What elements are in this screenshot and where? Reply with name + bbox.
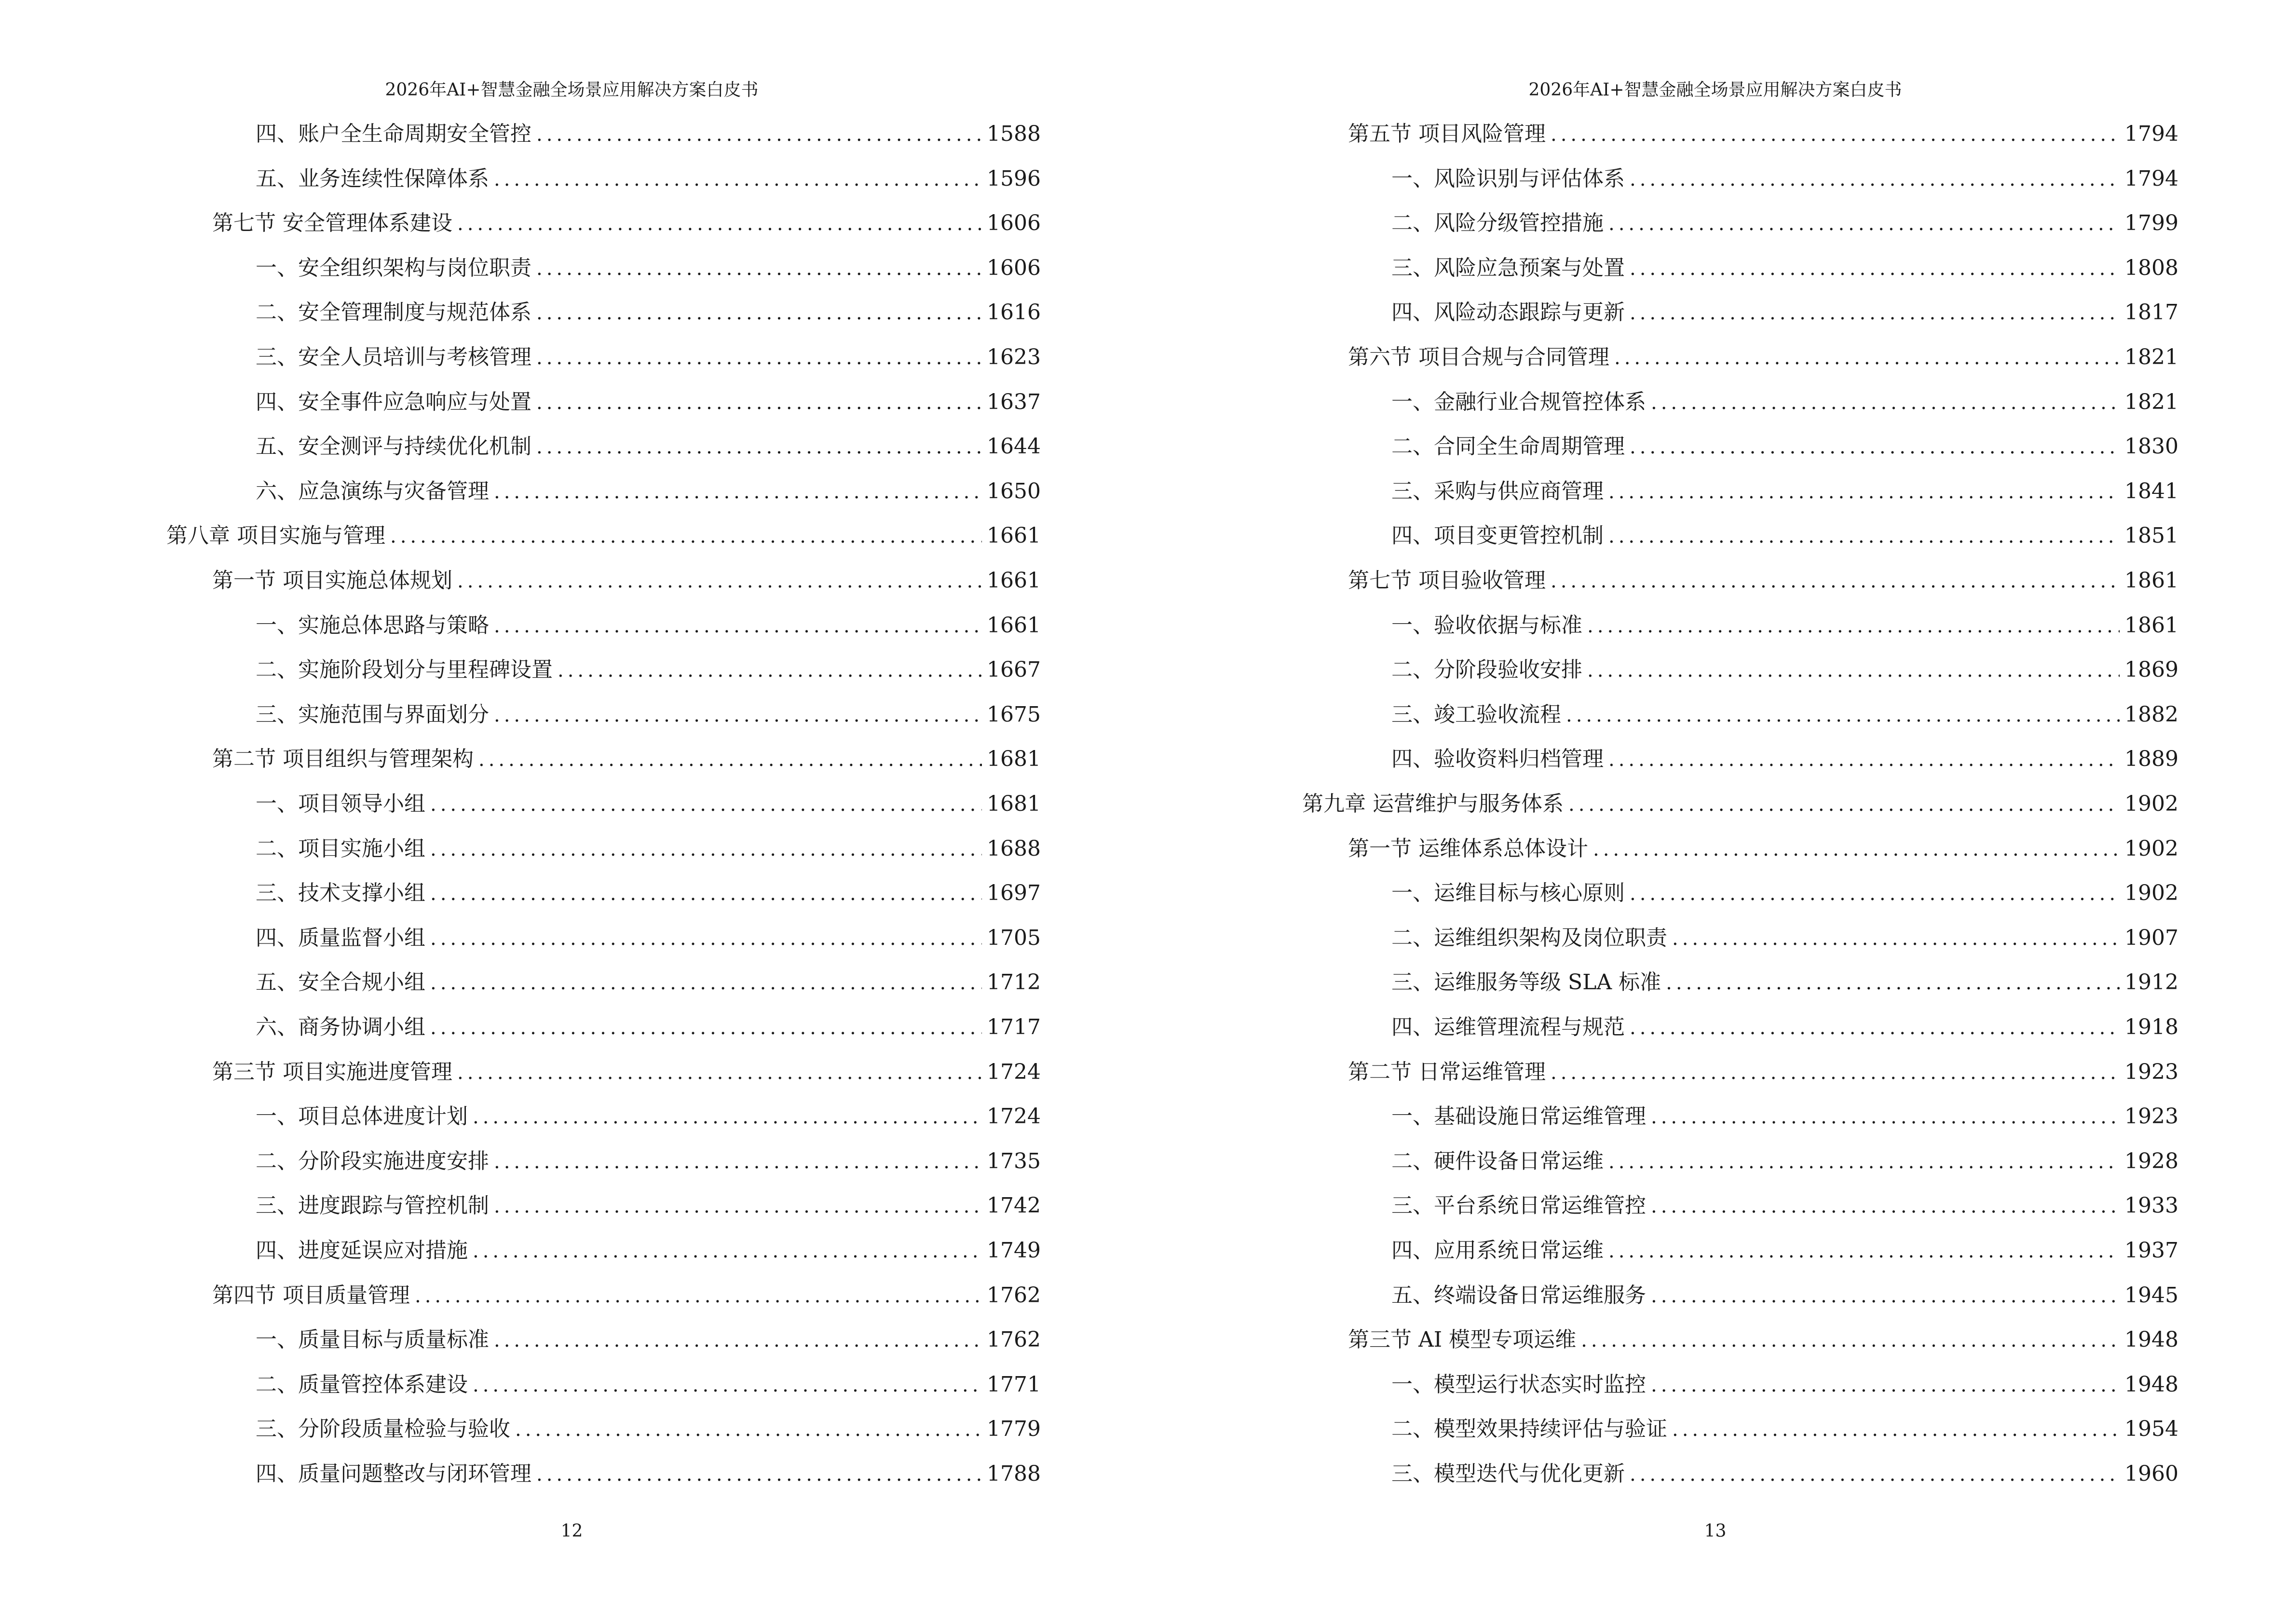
dot-leader [1630, 164, 2120, 195]
dot-leader [430, 834, 982, 865]
toc-entry-title: 四、质量监督小组 [256, 925, 425, 950]
toc-entry-page-number: 1954 [2124, 1417, 2178, 1442]
dot-leader [473, 1102, 982, 1133]
dot-leader [1551, 1057, 2120, 1088]
toc-entry-title: 四、安全事件应急响应与处置 [256, 389, 531, 414]
toc-entry-page-number: 1902 [2124, 836, 2178, 861]
toc-entry[interactable] [1391, 967, 2178, 998]
toc-entry-title: 五、业务连续性保障体系 [256, 166, 489, 191]
toc-entry-title: 一、金融行业合规管控体系 [1391, 389, 1646, 414]
dot-leader [536, 298, 982, 328]
toc-entry-page-number: 1697 [987, 881, 1041, 906]
toc-entry-title: 四、运维管理流程与规范 [1391, 1015, 1625, 1039]
dot-leader [494, 1325, 982, 1356]
toc-entry[interactable] [256, 1012, 1041, 1043]
toc-entry-title: 第四节 项目质量管理 [212, 1283, 410, 1308]
toc-entry[interactable] [1391, 1369, 2178, 1400]
toc-entry-title: 四、质量问题整改与闭环管理 [256, 1461, 531, 1486]
toc-entry[interactable] [1348, 1057, 2178, 1088]
toc-entry-title: 第二节 日常运维管理 [1348, 1059, 1546, 1084]
dot-leader [1551, 566, 2120, 597]
toc-entry-page-number: 1705 [987, 925, 1041, 950]
dot-leader [1672, 1414, 2120, 1445]
toc-entry[interactable] [1391, 520, 2178, 551]
dot-leader [1630, 253, 2120, 284]
toc-entry-page-number: 1817 [2124, 300, 2178, 325]
toc-entry-page-number: 1948 [2124, 1327, 2178, 1352]
toc-entry-page-number: 1882 [2124, 702, 2178, 727]
toc-entry-title: 第六节 项目合规与合同管理 [1348, 345, 1609, 369]
dot-leader [1651, 387, 2120, 418]
toc-entry-title: 三、进度跟踪与管控机制 [256, 1193, 489, 1218]
toc-entry-page-number: 1637 [987, 389, 1041, 414]
toc-entry[interactable] [1391, 431, 2178, 462]
toc-entry[interactable] [256, 923, 1041, 954]
toc-entry[interactable] [1391, 297, 2178, 328]
toc-entry[interactable] [1391, 878, 2178, 909]
toc-entry-title: 二、运维组织架构及岗位职责 [1391, 925, 1667, 950]
toc-entry-page-number: 1735 [987, 1148, 1041, 1174]
toc-entry[interactable] [1391, 387, 2178, 418]
toc-entry-page-number: 1945 [2124, 1283, 2178, 1308]
toc-entry-title: 三、平台系统日常运维管控 [1391, 1193, 1646, 1218]
toc-entry-title: 三、安全人员培训与考核管理 [256, 345, 531, 369]
toc-entry[interactable] [1348, 1324, 2178, 1355]
toc-entry-title: 二、项目实施小组 [256, 836, 425, 861]
dot-leader [430, 878, 982, 909]
toc-entry[interactable] [256, 833, 1041, 864]
toc-entry-page-number: 1661 [987, 613, 1041, 638]
toc-entry[interactable] [256, 967, 1041, 998]
toc-entry-title: 二、质量管控体系建设 [256, 1372, 468, 1397]
toc-entry[interactable] [256, 1414, 1041, 1445]
toc-entry[interactable] [256, 164, 1041, 194]
toc-entry-title: 第七节 安全管理体系建设 [212, 211, 452, 236]
dot-leader [473, 1370, 982, 1401]
dot-leader [1630, 1459, 2120, 1490]
toc-entry-page-number: 1762 [987, 1327, 1041, 1352]
toc-entry-page-number: 1937 [2124, 1238, 2178, 1263]
toc-entry[interactable] [256, 610, 1041, 641]
dot-leader [1566, 700, 2120, 731]
dot-leader [1651, 1102, 2120, 1133]
toc-entry-title: 一、项目总体进度计划 [256, 1104, 468, 1129]
toc-entry-page-number: 1606 [987, 255, 1041, 280]
toc-entry[interactable] [1348, 565, 2178, 596]
toc-entry[interactable] [1391, 253, 2178, 284]
toc-entry-title: 一、质量目标与质量标准 [256, 1327, 489, 1352]
toc-entry-page-number: 1794 [2124, 166, 2178, 191]
toc-entry[interactable] [256, 655, 1041, 685]
toc-entry-page-number: 1724 [987, 1104, 1041, 1129]
dot-leader [1608, 1146, 2120, 1177]
toc-entry[interactable] [212, 565, 1041, 596]
toc-entry-title: 第一节 运维体系总体设计 [1348, 836, 1588, 861]
toc-entry-page-number: 1821 [2124, 345, 2178, 369]
toc-entry[interactable] [256, 1101, 1041, 1132]
toc-entry[interactable] [212, 744, 1041, 775]
toc-entry-page-number: 1681 [987, 747, 1041, 772]
toc-entry-title: 第九章 运营维护与服务体系 [1302, 792, 1564, 816]
toc-entry-page-number: 1923 [2124, 1059, 2178, 1084]
dot-leader [1608, 208, 2120, 239]
toc-entry-title: 第三节 项目实施进度管理 [212, 1059, 452, 1084]
dot-leader [494, 164, 982, 195]
toc-entry-title: 三、实施范围与界面划分 [256, 702, 489, 727]
toc-entry-page-number: 1918 [2124, 1015, 2178, 1039]
toc-entry-page-number: 1606 [987, 211, 1041, 236]
toc-entry[interactable] [256, 1235, 1041, 1266]
toc-entry[interactable] [212, 208, 1041, 239]
dot-leader [1593, 834, 2120, 865]
toc-entry[interactable] [256, 431, 1041, 462]
toc-entry-title: 第三节 AI 模型专项运维 [1348, 1327, 1577, 1352]
toc-entry-page-number: 1799 [2124, 211, 2178, 236]
toc-entry-title: 二、风险分级管控措施 [1391, 211, 1604, 236]
toc-entry[interactable] [1348, 119, 2178, 150]
toc-entry-page-number: 1851 [2124, 523, 2178, 548]
toc-entry[interactable] [256, 1369, 1041, 1400]
dot-leader [457, 566, 982, 597]
toc-entry-title: 三、模型迭代与优化更新 [1391, 1461, 1625, 1486]
toc-entry-page-number: 1923 [2124, 1104, 2178, 1129]
toc-entry[interactable] [212, 1057, 1041, 1088]
toc-entry-page-number: 1681 [987, 792, 1041, 816]
dot-leader [1568, 789, 2120, 820]
toc-entry-page-number: 1779 [987, 1417, 1041, 1442]
dot-leader [1551, 119, 2120, 150]
dot-leader [494, 700, 982, 731]
toc-entry-title: 一、安全组织架构与岗位职责 [256, 255, 531, 280]
toc-entry[interactable] [1391, 476, 2178, 507]
toc-entry-page-number: 1588 [987, 122, 1041, 146]
dot-leader [1666, 968, 2120, 998]
dot-leader [1651, 1370, 2120, 1401]
page-number: 12 [560, 1521, 583, 1541]
toc-entry[interactable] [1391, 923, 2178, 954]
toc-entry-title: 四、项目变更管控机制 [1391, 523, 1604, 548]
dot-leader [390, 521, 982, 552]
toc-entry-page-number: 1808 [2124, 255, 2178, 280]
toc-entry-page-number: 1912 [2124, 970, 2178, 995]
toc-entry-title: 一、验收依据与标准 [1391, 613, 1582, 638]
toc-entry-page-number: 1869 [2124, 657, 2178, 682]
toc-entry-page-number: 1821 [2124, 389, 2178, 414]
toc-entry[interactable] [256, 1324, 1041, 1355]
toc-entry-page-number: 1667 [987, 657, 1041, 682]
toc-entry[interactable] [256, 1459, 1041, 1489]
toc-entry-title: 一、基础设施日常运维管理 [1391, 1104, 1646, 1129]
toc-entry-page-number: 1650 [987, 478, 1041, 504]
toc-entry-title: 一、运维目标与核心原则 [1391, 881, 1625, 906]
toc-entry-title: 四、进度延误应对措施 [256, 1238, 468, 1263]
toc-entry-title: 二、合同全生命周期管理 [1391, 434, 1625, 459]
toc-entry[interactable] [1391, 1280, 2178, 1311]
toc-entry[interactable] [1391, 1146, 2178, 1177]
toc-entry[interactable] [1391, 208, 2178, 239]
dot-leader [1672, 923, 2120, 954]
toc-entry-title: 三、运维服务等级 SLA 标准 [1391, 970, 1661, 995]
dot-leader [1630, 878, 2120, 909]
dot-leader [478, 744, 982, 775]
toc-entry-page-number: 1907 [2124, 925, 2178, 950]
dot-leader [536, 1459, 982, 1490]
toc-entry-page-number: 1861 [2124, 568, 2178, 593]
dot-leader [1608, 744, 2120, 775]
running-header: 2026年AI+智慧金融全场景应用解决方案白皮书 [1528, 80, 1902, 100]
dot-leader [1630, 1012, 2120, 1043]
dot-leader [473, 1236, 982, 1267]
toc-entry-title: 四、账户全生命周期安全管控 [256, 122, 531, 146]
toc-entry-page-number: 1948 [2124, 1372, 2178, 1397]
dot-leader [1581, 1325, 2120, 1356]
toc-entry[interactable] [256, 1146, 1041, 1177]
toc-entry-page-number: 1771 [987, 1372, 1041, 1397]
toc-entry-title: 六、商务协调小组 [256, 1015, 425, 1039]
toc-entry-title: 三、技术支撑小组 [256, 881, 425, 906]
toc-entry-title: 二、分阶段实施进度安排 [256, 1148, 489, 1174]
dot-leader [536, 119, 982, 150]
toc-entry[interactable] [212, 1280, 1041, 1311]
toc-entry[interactable] [256, 1190, 1041, 1221]
dot-leader [536, 432, 982, 463]
toc-entry-page-number: 1712 [987, 970, 1041, 995]
toc-entry[interactable] [166, 520, 1041, 551]
toc-entry-title: 二、实施阶段划分与里程碑设置 [256, 657, 553, 682]
toc-entry-title: 一、实施总体思路与策略 [256, 613, 489, 638]
dot-leader [1587, 611, 2120, 641]
dot-leader [494, 1146, 982, 1177]
toc-entry-page-number: 1902 [2124, 792, 2178, 816]
toc-entry-title: 四、应用系统日常运维 [1391, 1238, 1604, 1263]
dot-leader [494, 611, 982, 641]
toc-entry-title: 三、风险应急预案与处置 [1391, 255, 1625, 280]
toc-entry-page-number: 1960 [2124, 1461, 2178, 1486]
toc-entry-page-number: 1717 [987, 1015, 1041, 1039]
toc-entry[interactable] [1391, 655, 2178, 685]
toc-entry-page-number: 1742 [987, 1193, 1041, 1218]
dot-leader [1630, 298, 2120, 328]
dot-leader [457, 1057, 982, 1088]
toc-entry-title: 二、硬件设备日常运维 [1391, 1148, 1604, 1174]
toc-entry-title: 第八章 项目实施与管理 [166, 523, 385, 548]
toc-entry-title: 一、风险识别与评估体系 [1391, 166, 1625, 191]
toc-entry-title: 第五节 项目风险管理 [1348, 122, 1546, 146]
toc-entry[interactable] [256, 253, 1041, 284]
toc-entry[interactable] [1391, 1235, 2178, 1266]
toc-entry-title: 第一节 项目实施总体规划 [212, 568, 452, 593]
dot-leader [430, 923, 982, 954]
toc-entry[interactable] [256, 699, 1041, 730]
toc-entry[interactable] [256, 297, 1041, 328]
dot-leader [558, 655, 982, 686]
toc-entry[interactable] [1391, 699, 2178, 730]
dot-leader [430, 789, 982, 820]
dot-leader [1651, 1281, 2120, 1311]
dot-leader [536, 253, 982, 284]
toc-entry[interactable] [256, 342, 1041, 373]
dot-leader [415, 1281, 982, 1311]
dot-leader [1608, 477, 2120, 507]
toc-entry-page-number: 1644 [987, 434, 1041, 459]
right-page [1144, 0, 2287, 1624]
toc-entry-page-number: 1794 [2124, 122, 2178, 146]
toc-entry-page-number: 1749 [987, 1238, 1041, 1263]
toc-entry-title: 三、采购与供应商管理 [1391, 478, 1604, 504]
toc-entry-title: 五、安全合规小组 [256, 970, 425, 995]
toc-entry[interactable] [1348, 342, 2178, 373]
toc-entry[interactable] [256, 119, 1041, 150]
toc-entry-title: 三、分阶段质量检验与验收 [256, 1417, 510, 1442]
toc-entry[interactable] [1391, 1190, 2178, 1221]
toc-entry[interactable] [256, 476, 1041, 507]
toc-entry-title: 五、安全测评与持续优化机制 [256, 434, 531, 459]
dot-leader [1608, 1236, 2120, 1267]
dot-leader [430, 1012, 982, 1043]
toc-entry-page-number: 1596 [987, 166, 1041, 191]
toc-entry-title: 一、模型运行状态实时监控 [1391, 1372, 1646, 1397]
running-header: 2026年AI+智慧金融全场景应用解决方案白皮书 [385, 80, 759, 100]
toc-entry-title: 第二节 项目组织与管理架构 [212, 747, 474, 772]
dot-leader [430, 968, 982, 998]
toc-entry-page-number: 1889 [2124, 747, 2178, 772]
dot-leader [1587, 655, 2120, 686]
toc-entry-title: 五、终端设备日常运维服务 [1391, 1283, 1646, 1308]
toc-entry-title: 三、竣工验收流程 [1391, 702, 1561, 727]
toc-entry-title: 六、应急演练与灾备管理 [256, 478, 489, 504]
toc-entry[interactable] [256, 789, 1041, 819]
toc-entry-page-number: 1623 [987, 345, 1041, 369]
toc-entry[interactable] [1391, 1101, 2178, 1132]
toc-entry-title: 一、项目领导小组 [256, 792, 425, 816]
dot-leader [536, 342, 982, 373]
dot-leader [494, 1191, 982, 1222]
toc-entry-page-number: 1861 [2124, 613, 2178, 638]
toc-entry-page-number: 1724 [987, 1059, 1041, 1084]
toc-entry[interactable] [1391, 1414, 2178, 1445]
toc-entry-page-number: 1661 [987, 523, 1041, 548]
toc-entry-title: 二、安全管理制度与规范体系 [256, 300, 531, 325]
toc-entry[interactable] [256, 387, 1041, 418]
toc-entry-title: 四、风险动态跟踪与更新 [1391, 300, 1625, 325]
toc-entry-page-number: 1933 [2124, 1193, 2178, 1218]
dot-leader [536, 387, 982, 418]
toc-entry-title: 二、模型效果持续评估与验证 [1391, 1417, 1667, 1442]
dot-leader [1608, 521, 2120, 552]
toc-entry-page-number: 1841 [2124, 478, 2178, 504]
toc-entry-title: 第七节 项目验收管理 [1348, 568, 1546, 593]
dot-leader [1614, 342, 2120, 373]
dot-leader [515, 1414, 982, 1445]
toc-entry[interactable] [1391, 1012, 2178, 1043]
dot-leader [1651, 1191, 2120, 1222]
dot-leader [1630, 432, 2120, 463]
toc-entry-page-number: 1661 [987, 568, 1041, 593]
dot-leader [457, 208, 982, 239]
toc-entry-page-number: 1830 [2124, 434, 2178, 459]
toc-entry-title: 二、分阶段验收安排 [1391, 657, 1582, 682]
toc-entry[interactable] [1391, 744, 2178, 775]
toc-entry-page-number: 1688 [987, 836, 1041, 861]
toc-entry[interactable] [1391, 610, 2178, 641]
page-number: 13 [1704, 1521, 1727, 1541]
toc-entry-page-number: 1762 [987, 1283, 1041, 1308]
toc-entry[interactable] [1302, 789, 2178, 819]
toc-entry[interactable] [1348, 833, 2178, 864]
toc-entry-page-number: 1902 [2124, 881, 2178, 906]
toc-entry-page-number: 1675 [987, 702, 1041, 727]
dot-leader [494, 477, 982, 507]
toc-entry[interactable] [1391, 1459, 2178, 1489]
toc-entry-page-number: 1928 [2124, 1148, 2178, 1174]
toc-entry-page-number: 1616 [987, 300, 1041, 325]
toc-entry-title: 四、验收资料归档管理 [1391, 747, 1604, 772]
toc-entry[interactable] [1391, 164, 2178, 194]
toc-entry-page-number: 1788 [987, 1461, 1041, 1486]
toc-entry[interactable] [256, 878, 1041, 909]
